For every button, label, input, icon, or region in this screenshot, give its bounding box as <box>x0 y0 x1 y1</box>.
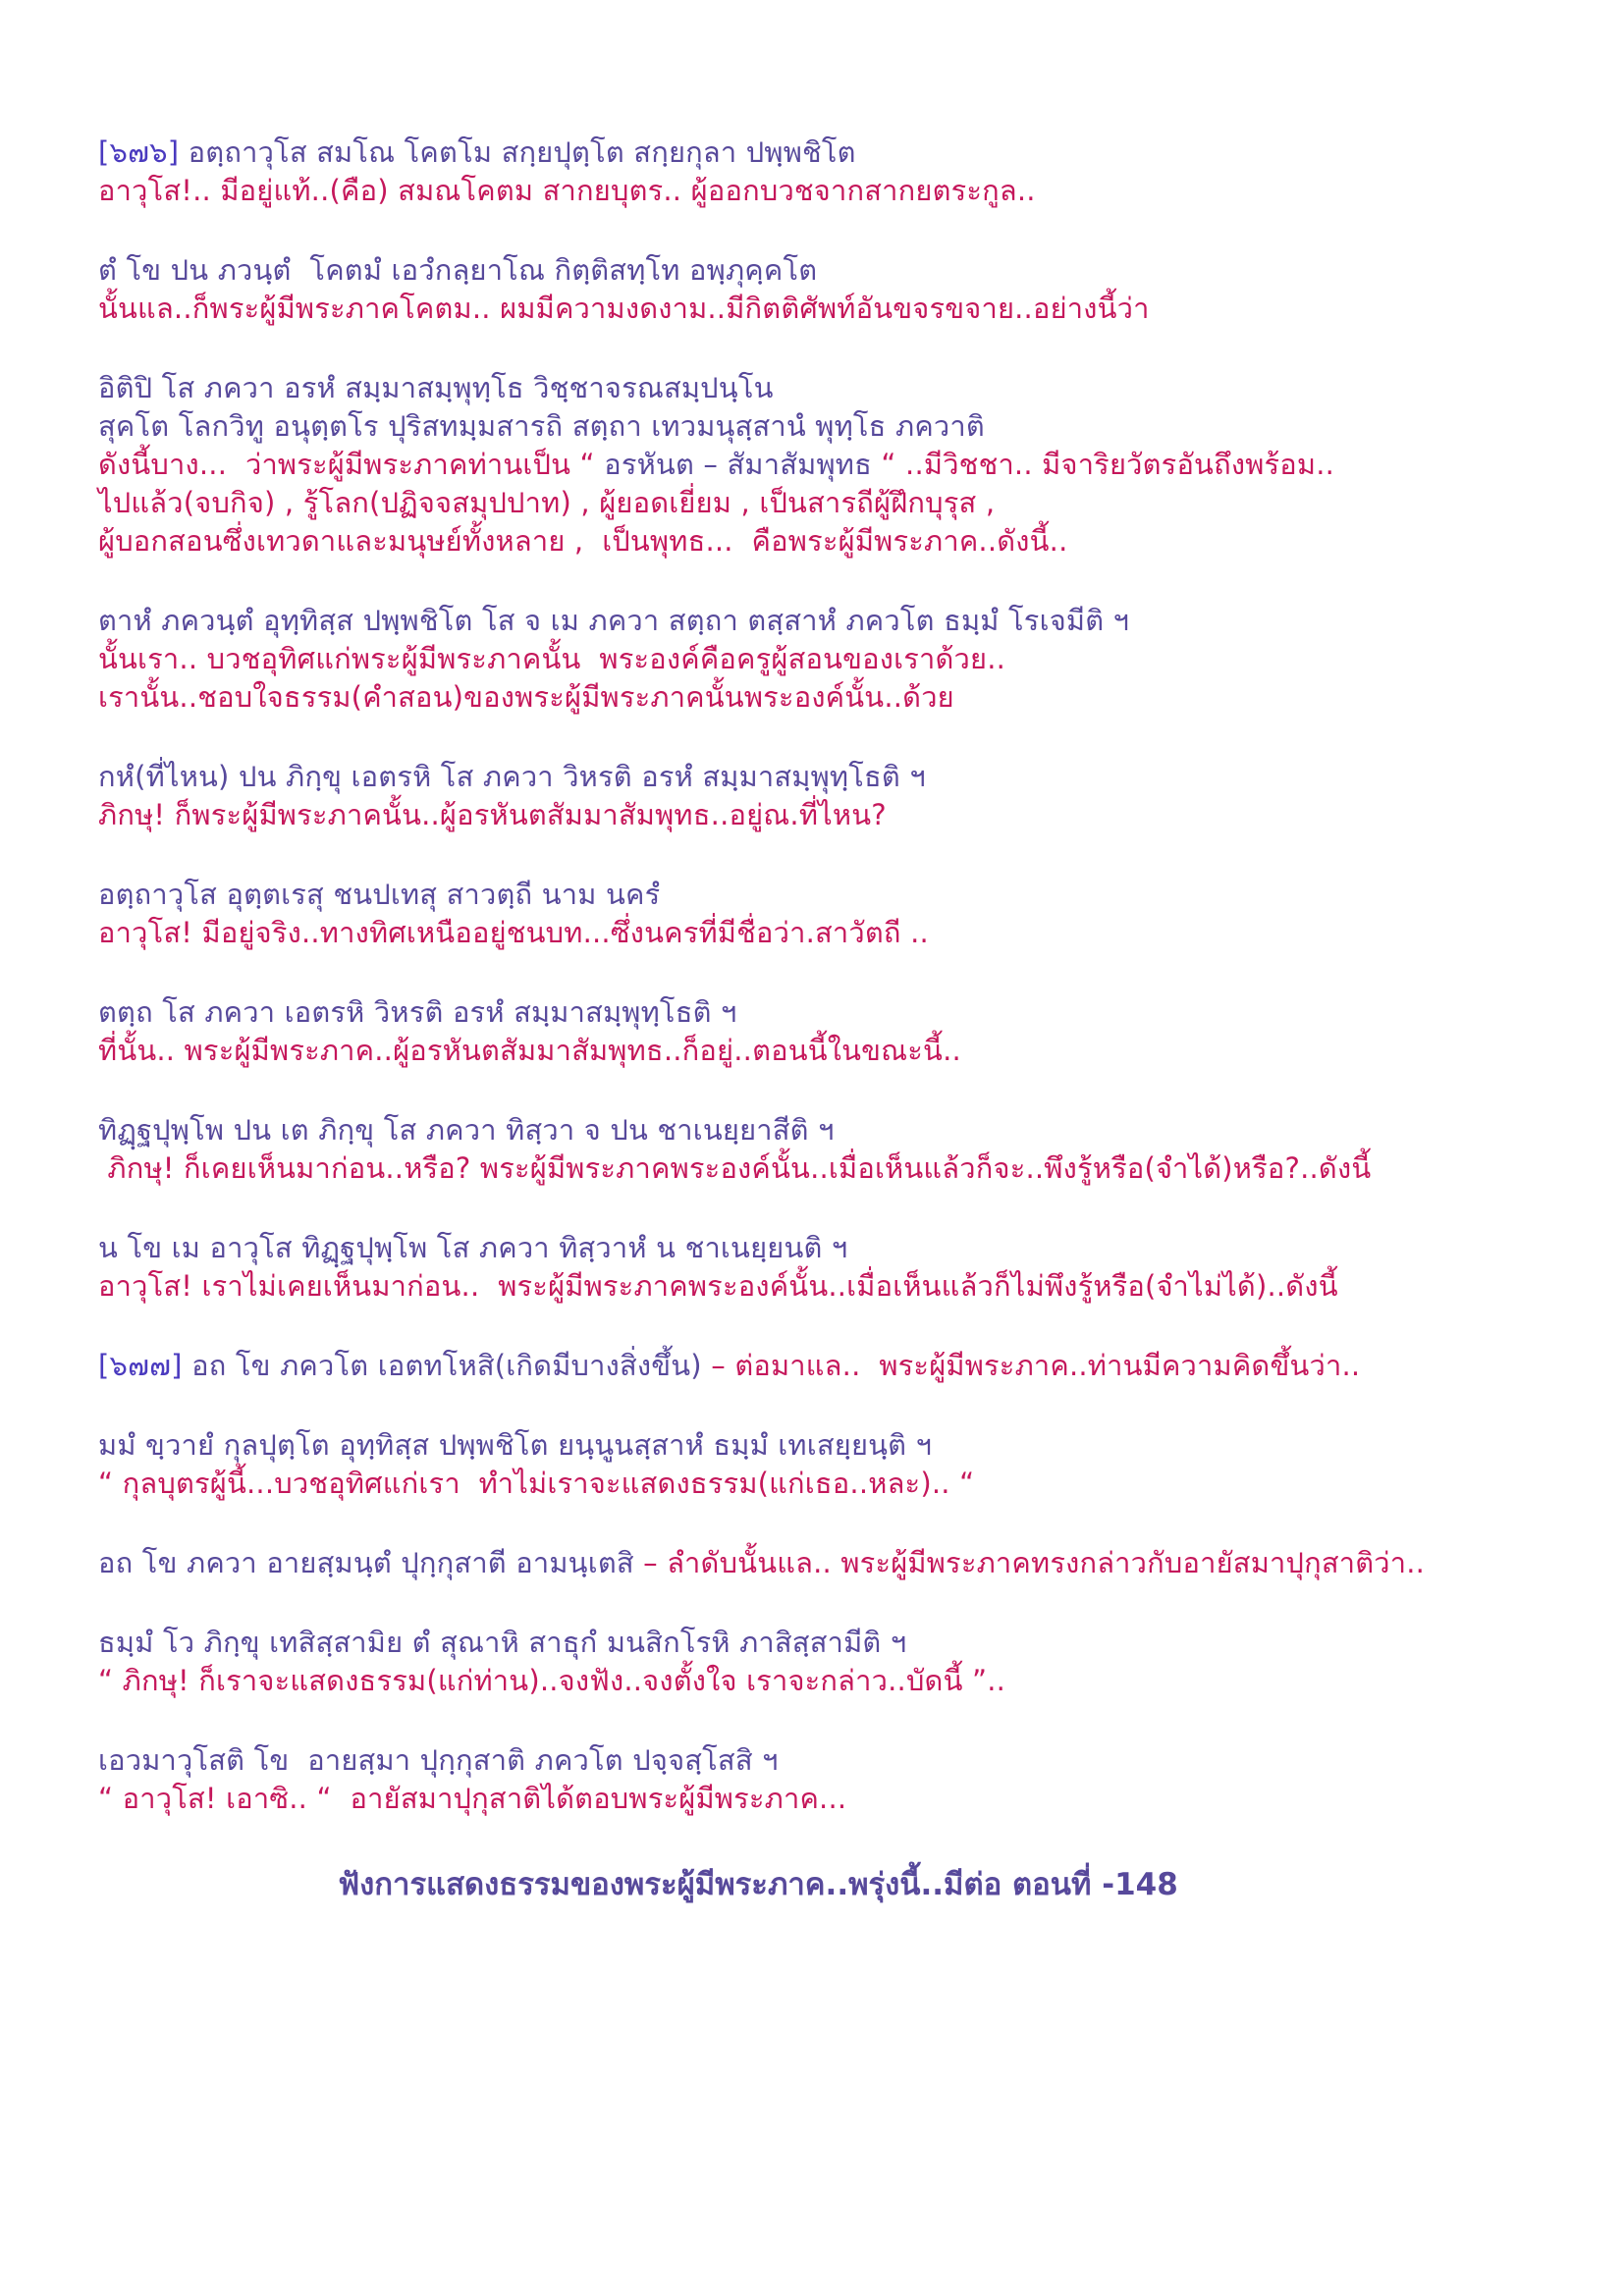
text-segment-pali: อตฺถาวุโส อุตฺตเรสุ ชนปเทสุ สาวตฺถี นาม นครํ <box>98 878 661 911</box>
text-segment-thai: ภิกษุ! ก็พระผู้มีพระภาคนั้น..ผู้อรหันตสัมมาสัมพุทธ..อยู่ณ.ที่ไหน? <box>98 798 887 831</box>
text-segment-pali: ตาหํ ภควนฺตํ อุทฺทิสฺส ปพฺพชิโต โส จ เม ภควา สตฺถา ตสฺสาหํ ภควโต ธมฺมํ โรเจมีติ ฯ <box>98 604 1130 637</box>
text-line <box>98 876 1565 914</box>
text-segment-thai: ภิกษุ! ก็เคยเห็นมาก่อน..หรือ? พระผู้มีพระภาคพระองค์นั้น..เมื่อเห็นแล้วก็จะ..พึงรู้หรือ(จำได้)หรือ?..ดังนี้ <box>98 1151 1372 1185</box>
paragraph <box>98 602 1565 717</box>
text-segment-pali: เอวมาวุโสติ โข อายสฺมา ปุกฺกุสาติ ภควโต ปจฺจสฺโสสิ ฯ <box>98 1743 779 1777</box>
paragraph <box>98 1111 1565 1188</box>
text-line <box>98 1624 1565 1662</box>
paragraph <box>98 993 1565 1070</box>
text-segment-thai: “ อาวุโส! เอาซิ.. “ อายัสมาปุกุสาติได้ตอบพระผู้มีพระภาค... <box>98 1782 847 1815</box>
text-segment-thai: นั้นเรา.. บวชอุทิศแก่พระผู้มีพระภาคนั้น พระองค์คือครูผู้สอนของเราด้วย.. <box>98 642 1006 675</box>
text-line <box>98 1426 1565 1465</box>
text-line <box>98 1347 1565 1385</box>
text-segment-thai: “ ภิกษุ! ก็เราจะแสดงธรรม(แก่ท่าน)..จงฟัง..จงตั้งใจ เราจะกล่าว..บัดนี้ ”.. <box>98 1664 1006 1697</box>
paragraph <box>98 1426 1565 1503</box>
text-line <box>98 758 1565 796</box>
paragraph <box>98 1544 1565 1582</box>
text-line <box>98 796 1565 834</box>
text-segment-thai: ไปแล้ว(จบกิจ) , รู้โลก(ปฏิจจสมุปปาท) , ผู้ยอดเยี่ยม , เป็นสารถีผู้ฝึกบุรุส , <box>98 486 996 519</box>
text-line <box>98 993 1565 1032</box>
text-segment-thai: – ต่อมาแล.. พระผู้มีพระภาค..ท่านมีความคิดขึ้นว่า.. <box>711 1349 1361 1382</box>
paragraph <box>98 876 1565 952</box>
text-segment-pali: สุคโต โลกวิทู อนุตฺตโร ปุริสทมฺมสารถิ สตฺถา เทวมนุสฺสานํ พุทฺโธ ภควาติ <box>98 409 985 443</box>
text-segment-thai: ที่นั้น.. พระผู้มีพระภาค..ผู้อรหันตสัมมาสัมพุทธ..ก็อยู่..ตอนนี้ในขณะนี้.. <box>98 1034 961 1067</box>
text-segment-pali: กหํ(ที่ไหน) ปน ภิกฺขุ เอตรหิ โส ภควา วิหรติ อรหํ สมฺมาสมฺพุทฺโธติ ฯ <box>98 760 926 793</box>
text-line <box>98 602 1565 640</box>
paragraph <box>98 758 1565 834</box>
text-line <box>98 133 1565 172</box>
text-line <box>98 172 1565 210</box>
text-segment-thai: ดังนี้บาง... ว่าพระผู้มีพระภาคท่านเป็น “ <box>98 448 605 481</box>
paragraph <box>98 1229 1565 1306</box>
text-line <box>98 446 1565 484</box>
text-line <box>98 1544 1565 1582</box>
text-content <box>98 133 1565 1818</box>
text-segment-pali: ตํ โข ปน ภวนฺตํ โคตมํ เอวํกลฺยาโณ กิตฺติสทฺโท อพฺภุคฺคโต <box>98 253 818 287</box>
footer-line: ฟังการแสดงธรรมของพระผู้มีพระภาค..พรุ่งนี้..มีต่อ ตอนที่ -148 <box>338 1867 1178 1902</box>
text-segment-thai: “ กุลบุตรผู้นี้...บวชอุทิศแก่เรา ทำไม่เราจะแสดงธรรม(แก่เธอ..หละ).. “ <box>98 1467 975 1500</box>
text-segment-pali: อถ โข ภควโต เอตทโหสิ(เกิดมีบางสิ่งขึ้น) <box>191 1349 712 1382</box>
text-segment-pali: น โข เม อาวุโส ทิฏฺฐปุพฺโพ โส ภควา ทิสฺวาหํ น ชาเนยฺยนติ ฯ <box>98 1231 848 1264</box>
text-line <box>98 290 1565 328</box>
text-line <box>98 369 1565 407</box>
text-segment-thai: นั้นแล..ก็พระผู้มีพระภาคโคตม.. ผมมีความงดงาม..มีกิตติศัพท์อันขจรขจาย..อย่างนี้ว่า <box>98 292 1150 325</box>
paragraph <box>98 251 1565 328</box>
paragraph <box>98 1624 1565 1700</box>
text-segment-pali: อิติปิ โส ภควา อรหํ สมฺมาสมฺพุทฺโธ วิชฺชาจรณสมฺปนฺโน <box>98 371 774 404</box>
text-line <box>98 1229 1565 1267</box>
text-segment-pali: ธมฺมํ โว ภิกฺขุ เทสิสฺสามิย ตํ สุณาหิ สาธุกํ มนสิกโรหิ ภาสิสฺสามีติ ฯ <box>98 1626 907 1659</box>
text-segment-thai: ผู้บอกสอนซึ่งเทวดาและมนุษย์ทั้งหลาย , เป็นพุทธ... คือพระผู้มีพระภาค..ดังนี้.. <box>98 524 1068 558</box>
paragraph <box>98 369 1565 561</box>
text-line <box>98 251 1565 290</box>
text-line <box>98 640 1565 678</box>
text-segment-thai: – ลำดับนั้นแล.. พระผู้มีพระภาคทรงกล่าวกับอายัสมาปุกุสาติว่า.. <box>643 1546 1426 1579</box>
text-segment-pali: อตฺถาวุโส สมโณ โคตโม สกฺยปุตฺโต สกฺยกุลา ปพฺพชิโต <box>188 135 856 169</box>
text-line <box>98 1267 1565 1306</box>
text-line <box>98 914 1565 952</box>
text-line <box>98 1465 1565 1503</box>
text-segment-pali: มมํ ขฺวายํ กุลปุตฺโต อุทฺทิสฺส ปพฺพชิโต ยนฺนูนสฺสาหํ ธมฺมํ เทเสยฺยนฺติ ฯ <box>98 1428 933 1462</box>
text-segment-thai: เรานั้น..ชอบใจธรรม(คำสอน)ของพระผู้มีพระภาคนั้นพระองค์นั้น..ด้วย <box>98 680 954 714</box>
paragraph <box>98 133 1565 210</box>
text-segment-thai: อาวุโส!.. มีอยู่แท้..(คือ) สมณโคตม สากยบุตร.. ผู้ออกบวชจากสากยตระกูล.. <box>98 174 1036 207</box>
text-line <box>98 1780 1565 1818</box>
text-line <box>98 1111 1565 1149</box>
text-segment-pali: ทิฏฺฐปุพฺโพ ปน เต ภิกฺขุ โส ภควา ทิสฺวา จ ปน ชาเนยฺยาสีติ ฯ <box>98 1113 835 1147</box>
text-segment-pali: อถ โข ภควา อายสฺมนฺตํ ปุกฺกุสาตี อามนฺเตสิ <box>98 1546 644 1579</box>
text-segment-pali: อรหันต – สัมาสัมพุทธ <box>604 448 872 481</box>
text-segment-thai: อาวุโส! มีอยู่จริง..ทางทิศเหนืออยู่ชนบท...ซึ่งนครที่มีชื่อว่า.สาวัตถี .. <box>98 916 929 949</box>
text-segment-thai: “ ..มีวิชชา.. มีจาริยวัตรอันถึงพร้อม.. <box>871 448 1335 481</box>
text-line <box>98 484 1565 522</box>
text-segment-bracket: [๖๗๖] <box>98 135 189 169</box>
text-line <box>98 1741 1565 1780</box>
text-line <box>98 522 1565 561</box>
text-line <box>98 1032 1565 1070</box>
text-line <box>98 1662 1565 1700</box>
text-segment-thai: อาวุโส! เราไม่เคยเห็นมาก่อน.. พระผู้มีพระภาคพระองค์นั้น..เมื่อเห็นแล้วก็ไม่พึงรู้หรือ(จำไม่ได้)..ดังนี้ <box>98 1269 1338 1303</box>
text-segment-pali: ตตฺถ โส ภควา เอตรหิ วิหรติ อรหํ สมฺมาสมฺพุทฺโธติ ฯ <box>98 995 737 1029</box>
text-line <box>98 407 1565 446</box>
text-line <box>98 678 1565 717</box>
paragraph <box>98 1741 1565 1818</box>
text-line <box>98 1149 1565 1188</box>
text-segment-bracket: [๖๗๗] <box>98 1349 192 1382</box>
paragraph <box>98 1347 1565 1385</box>
